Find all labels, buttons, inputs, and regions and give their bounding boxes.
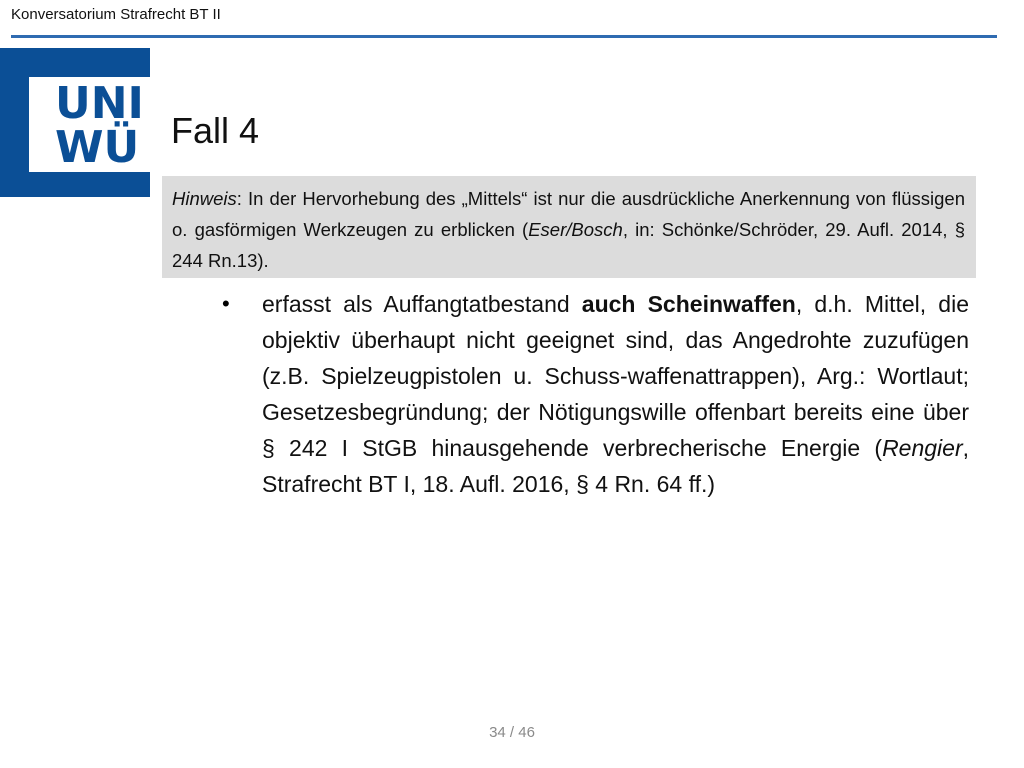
bullet-item <box>222 286 969 502</box>
bullet-text <box>262 286 969 502</box>
note-text-2: , in: Schönke/Schröder, 29. Aufl. 2014, § 244 Rn.13). <box>172 219 965 271</box>
header-title: Konversatorium Strafrecht BT II <box>11 6 221 23</box>
header-divider <box>11 35 997 38</box>
note-label: Hinweis <box>172 188 237 209</box>
university-logo <box>0 48 150 197</box>
note-box <box>162 176 976 278</box>
slide-title: Fall 4 <box>171 110 260 151</box>
note-author: Eser/Bosch <box>528 219 623 240</box>
bullet-text-3: , Strafrecht BT I, 18. Aufl. 2016, § 4 Rn. 64 ff.) <box>262 435 969 497</box>
bullet-text-1: erfasst als Auffangtatbestand <box>262 291 582 317</box>
logo-line-1: UNI <box>55 78 144 129</box>
bullet-icon: • <box>222 291 230 316</box>
bullet-author: Rengier <box>882 435 963 461</box>
logo-wordmark <box>55 78 144 173</box>
page-number: 34 / 46 <box>489 724 535 741</box>
note-text-1: : In der Hervorhebung des „Mittels“ ist nur die ausdrückliche Anerkennung von flüssigen o. gasförmigen Werkzeugen zu erblicken ( <box>172 188 965 240</box>
logo-line-2: WÜ <box>55 122 140 173</box>
bullet-text-2: , d.h. Mittel, die objektiv überhaupt nicht geeignet sind, das Angedrohte zuzufügen (z.B. Spielzeugpistolen u. Schuss-waffenattrappen), Arg.: Wortlaut; Gesetzesbegründung; der Nötigungswille offenbart bereits eine über § 242 I StGB hinausgehende verbrecherische Energie ( <box>262 291 969 461</box>
bullet-bold: auch Scheinwaffen <box>581 291 796 317</box>
